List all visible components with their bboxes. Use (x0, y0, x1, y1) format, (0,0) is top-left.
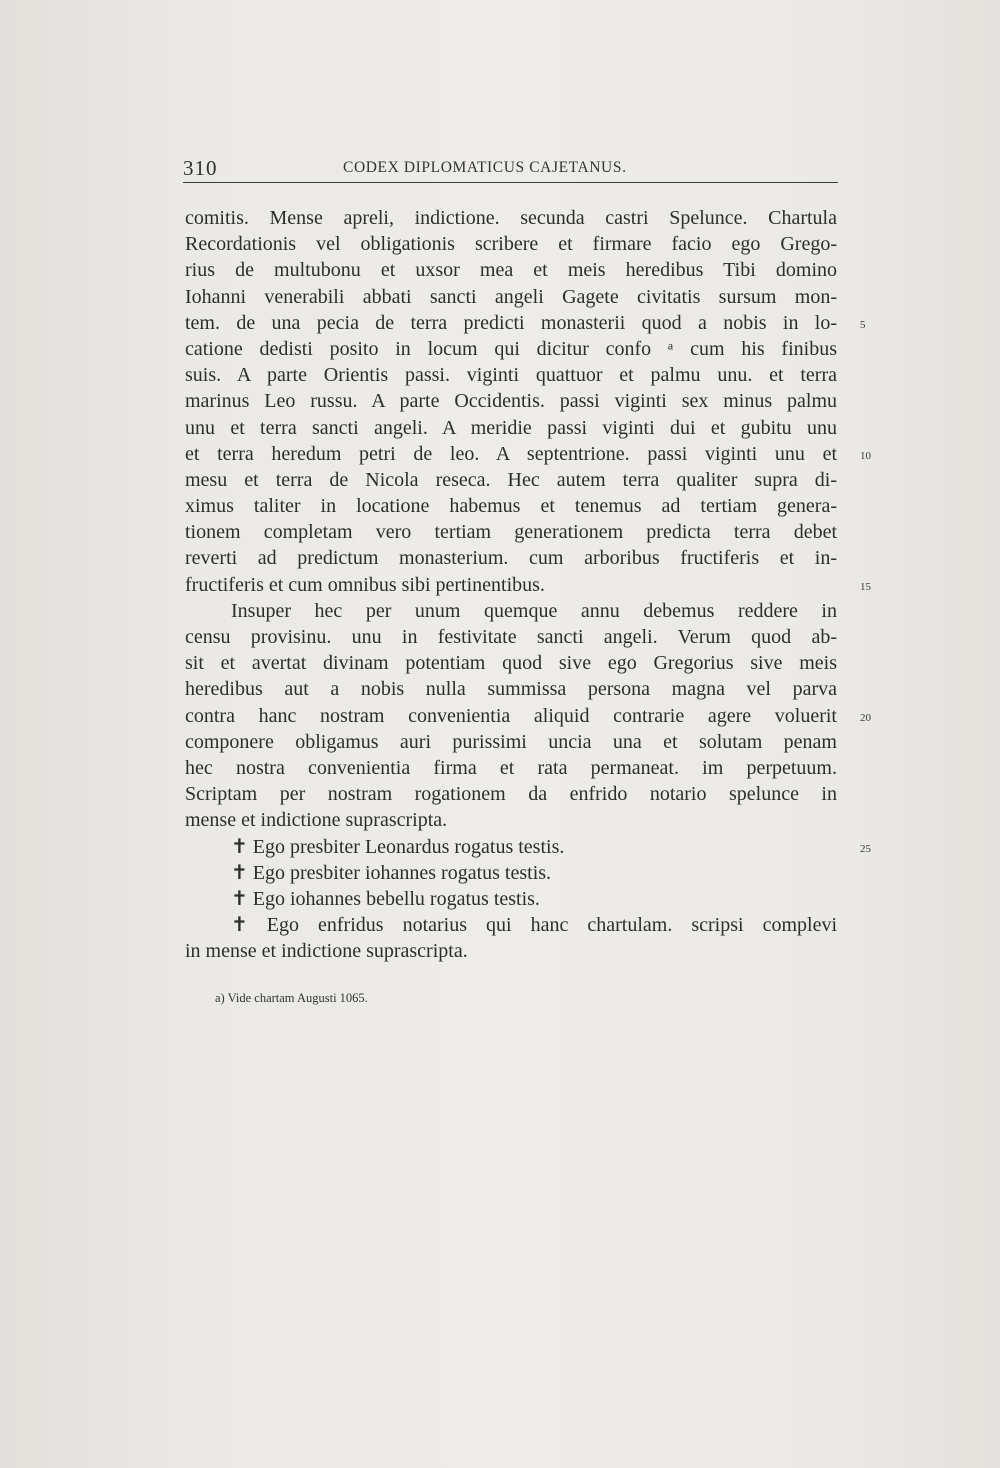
footnote: a) Vide chartam Augusti 1065. (215, 991, 368, 1005)
text-line: ximus taliter in locatione habemus et tenemus ad tertiam genera- (185, 495, 837, 518)
text-line: reverti ad predictum monasterium. cum arboribus fructiferis et in- (185, 547, 837, 570)
charter-text (185, 205, 871, 964)
line-number-5: 5 (860, 318, 866, 331)
text-line: Iohanni venerabili abbati sancti angeli Gagete civitatis sursum mon- (185, 285, 837, 308)
text-line: sit et avertat divinam potentiam quod sive ego Gregorius sive meis (185, 652, 837, 675)
page-header (183, 150, 838, 180)
text-line: mense et indictione suprascripta. (185, 809, 448, 832)
running-title: CODEX DIPLOMATICUS CAJETANUS. (343, 159, 627, 176)
line-number-10: 10 (860, 449, 871, 462)
witness-line: ✝ Ego presbiter Leonardus rogatus testis. 25 (185, 834, 837, 860)
text-line: censu provisinu. unu in festivitate sancti angeli. Verum quod ab- (185, 626, 837, 648)
text-line: comitis. Mense apreli, indictione. secunda castri Spelunce. Chartula (185, 207, 837, 229)
text-line: rius de multubonu et uxsor mea et meis heredibus Tibi domino (185, 259, 837, 282)
witness-line: ✝ Ego enfridus notarius qui hanc chartulam. scripsi complevi (231, 914, 837, 937)
witness-line: ✝ Ego presbiter iohannes rogatus testis. (231, 861, 552, 884)
text-line: marinus Leo russu. A parte Occidentis. passi viginti sex minus palmu (185, 390, 837, 413)
text-line: fructiferis et cum omnibus sibi pertinentibus. 15 (185, 572, 837, 598)
text-line: suis. A parte Orientis passi. viginti quattuor et palmu unu. et terra (185, 364, 837, 387)
text-line: tionem completam vero tertiam generationem predicta terra debet (185, 521, 837, 544)
header-rule (183, 182, 838, 183)
text-line: contra hanc nostram convenientia aliquid contrarie agere voluerit 20 (185, 703, 837, 729)
text-line: tem. de una pecia de terra predicti monasterii quod a nobis in lo- 5 (185, 310, 837, 336)
text-line: componere obligamus auri purissimi uncia una et solutam penam (185, 730, 837, 753)
text-line: catione dedisti posito in locum qui dicitur confo ᵃ cum his finibus (185, 337, 837, 360)
text-line: in mense et indictione suprascripta. (185, 940, 468, 963)
text-line: Insuper hec per unum quemque annu debemus reddere in (231, 599, 837, 622)
text-line: hec nostra convenientia firma et rata permaneat. im perpetuum. (185, 756, 837, 779)
line-number-25: 25 (860, 842, 871, 855)
line-number-15: 15 (860, 580, 871, 593)
page-number: 310 (183, 156, 218, 180)
text-line: Recordationis vel obligationis scribere et firmare facio ego Grego- (185, 233, 837, 256)
witness-line: ✝ Ego iohannes bebellu rogatus testis. (231, 887, 540, 910)
text-line: Scriptam per nostram rogationem da enfrido notario spelunce in (185, 783, 837, 806)
text-line: unu et terra sancti angeli. A meridie passi viginti dui et gubitu unu (185, 416, 837, 439)
line-number-20: 20 (860, 711, 871, 724)
text-line: mesu et terra de Nicola reseca. Hec autem terra qualiter supra di- (185, 468, 837, 491)
text-line: heredibus aut a nobis nulla summissa persona magna vel parva (185, 678, 837, 701)
text-line: et terra heredum petri de leo. A septentrione. passi viginti unu et 10 (185, 441, 837, 467)
